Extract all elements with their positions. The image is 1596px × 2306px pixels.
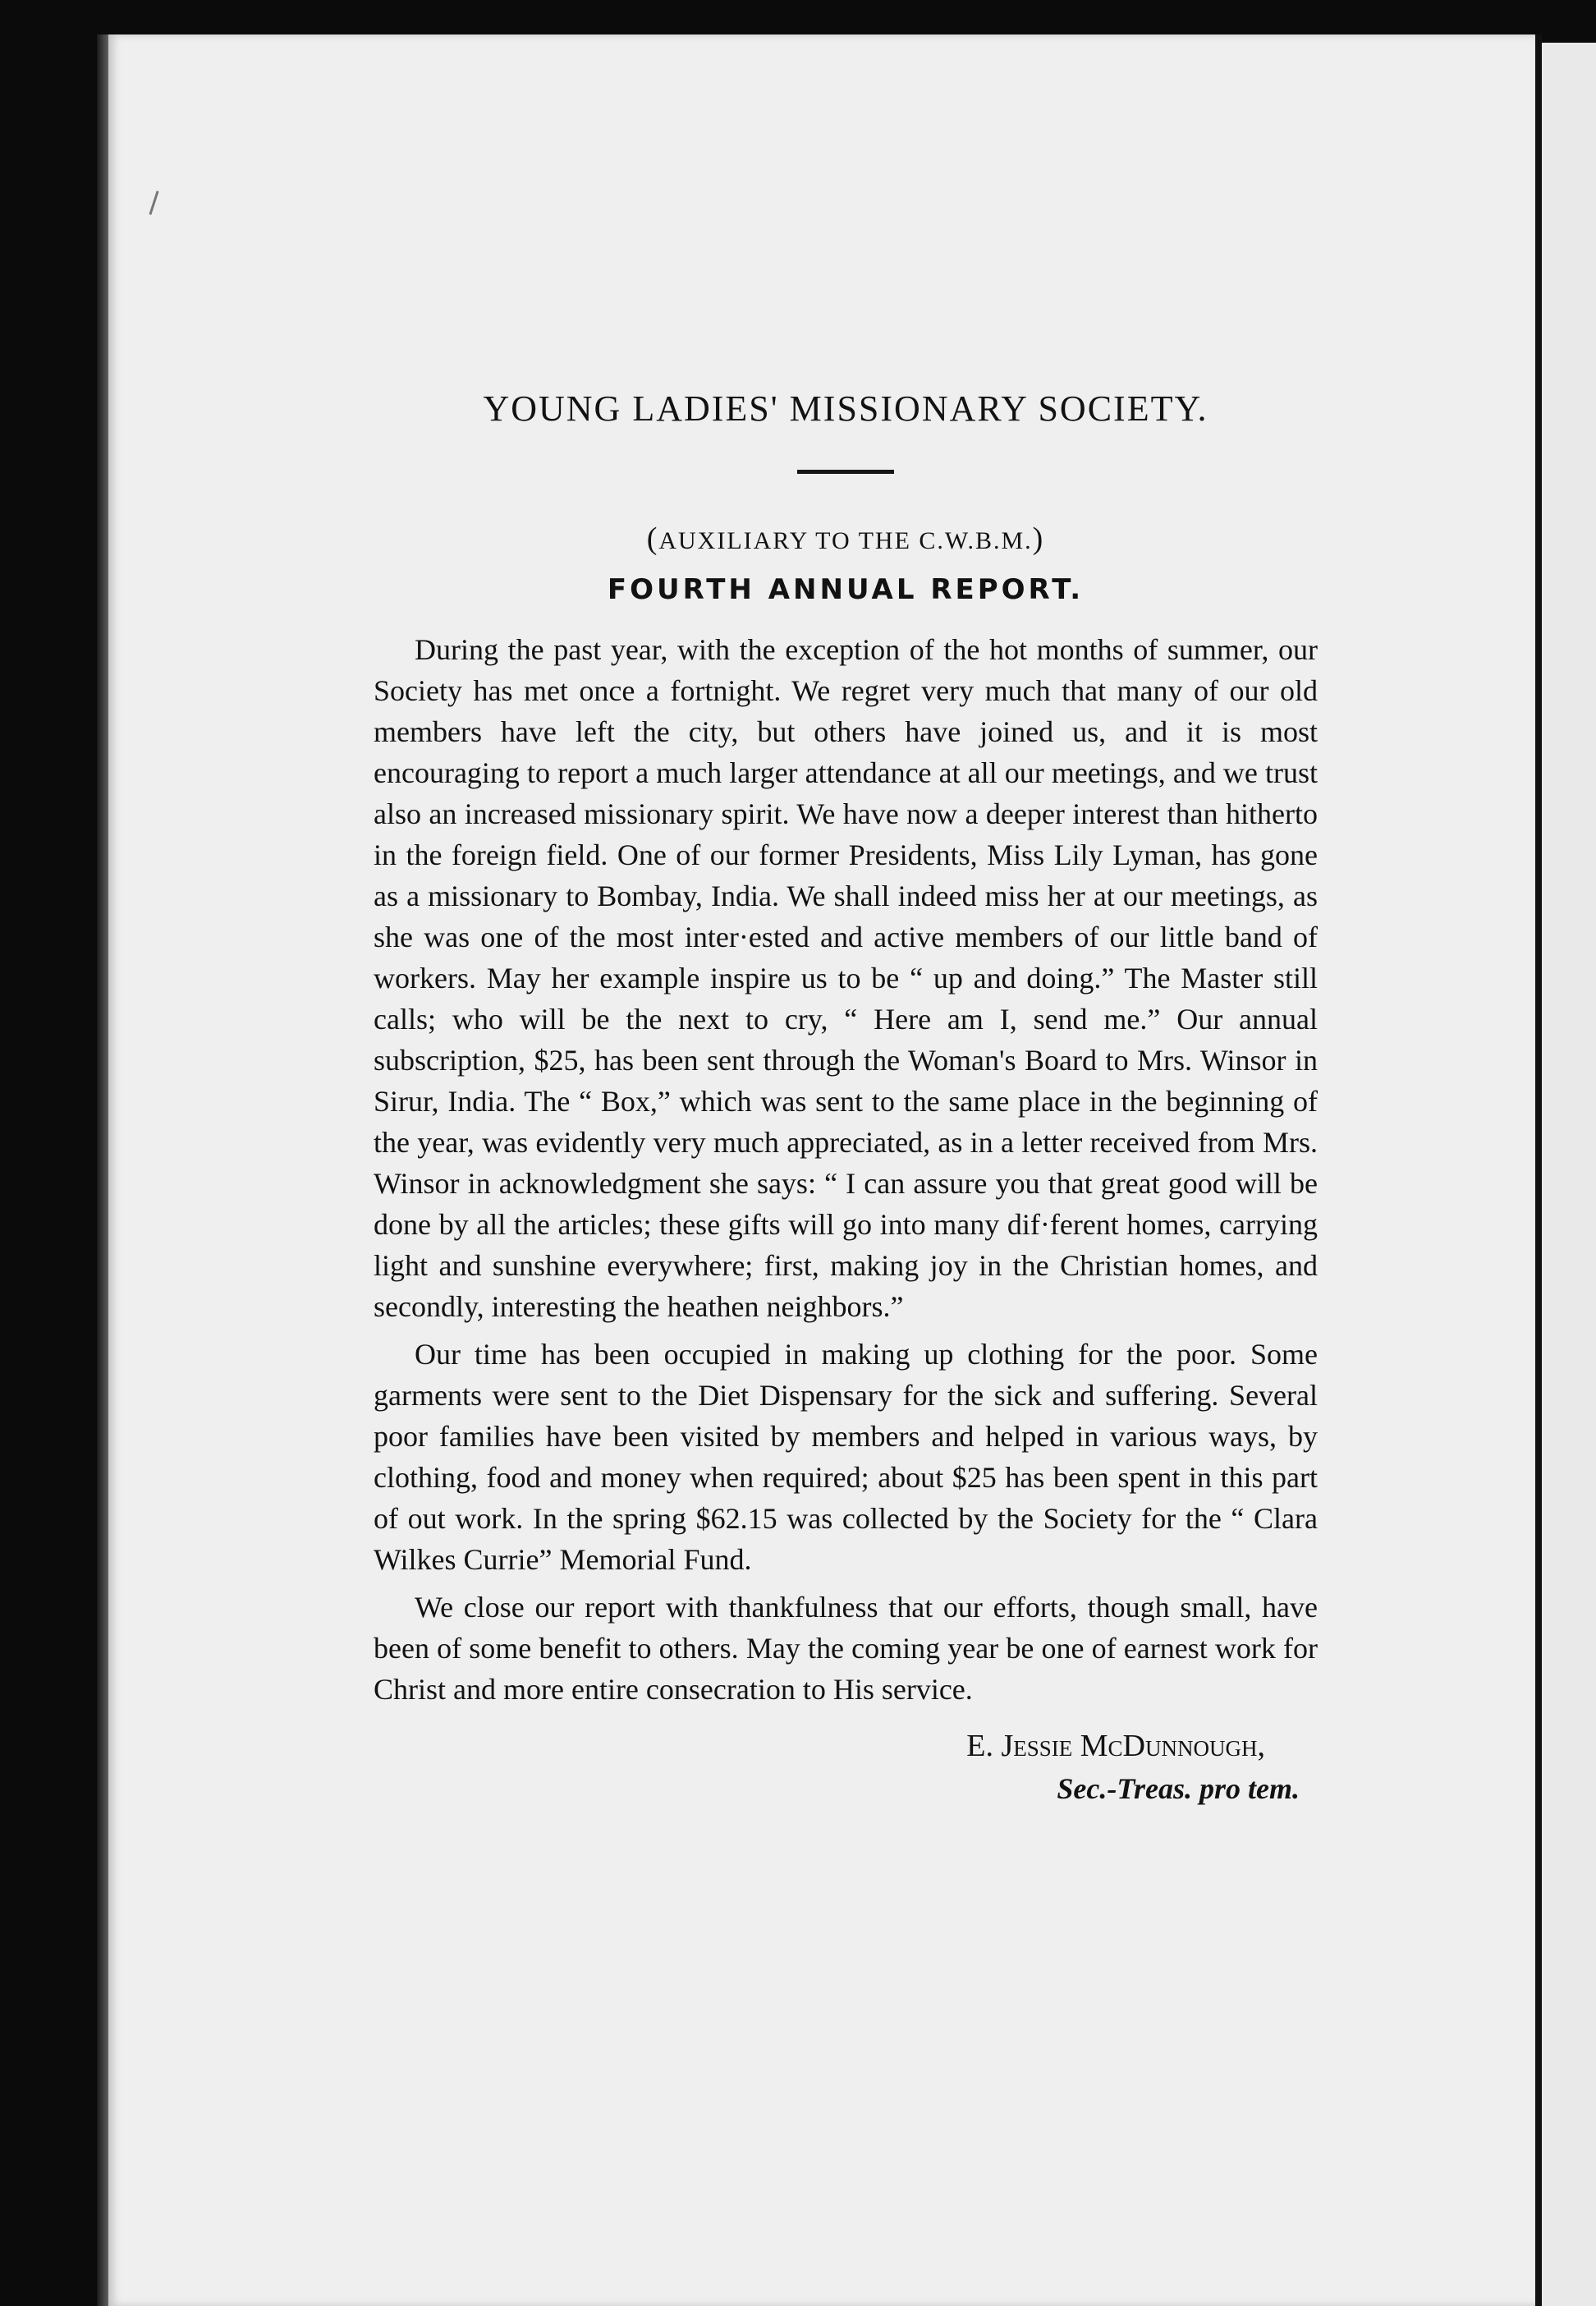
signature-block xyxy=(374,1725,1318,1810)
auxiliary-text: AUXILIARY TO THE C.W.B.M. xyxy=(658,527,1033,554)
title-divider xyxy=(797,470,894,474)
paragraph-3: We close our report with thankfulness that our efforts, though small, have been of some benefit to others. May the coming year be one of earnest work for Christ and more entire consecration to His service. xyxy=(374,1591,1318,1706)
paragraph-2: Our time has been occupied in making up clothing for the poor. Some garments were sent to the Diet Dispensary for the sick and suffering. Several poor families have been visited by members and helped in various ways, by clothing, food and money when required; about $25 has been spent in this part of out work. In the spring $62.15 was collected by the Society for the “ Clara Wilkes Currie” Memorial Fund. xyxy=(374,1338,1318,1576)
auxiliary-subtitle xyxy=(374,520,1318,560)
document-content xyxy=(374,384,1318,1810)
paragraph-1: During the past year, with the exception of the hot months of summer, our Society has met once a fortnight. We regret very much that many of our old members have left the city, but others have joined us, and it is most encouraging to report a much larger attendance at all our meetings, and we trust also an increased missionary spirit. We have now a deeper interest than hitherto in the foreign field. One of our former Presidents, Miss Lily Lyman, has gone as a missionary to Bombay, India. We shall indeed miss her at our meetings, as she was one of the most inter·ested and active members of our little band of workers. May her example inspire us to be “ up and doing.” The Master still calls; who will be the next to cry, “ Here am I, send me.” Our annual subscription, $25, has been sent through the Woman's Board to Mrs. Winsor in Sirur, India. The “ Box,” which was sent to the same place in the beginning of the year, was evidently very much appreciated, as in a letter received from Mrs. Winsor in acknowledgment she says: “ I can assure you that great good will be done by all the articles; these gifts will go into many dif·ferent homes, carrying light and sunshine everywhere; first, making joy in the Christian homes, and secondly, interesting the heathen neighbors.” xyxy=(374,633,1318,1323)
page-gutter xyxy=(1535,34,1542,2306)
report-title: FOURTH ANNUAL REPORT. xyxy=(607,573,1085,606)
adjacent-page-edge xyxy=(1542,43,1596,2306)
signature-title: Sec.-Treas. pro tem. xyxy=(1057,1772,1300,1805)
auxiliary-open-paren: ( xyxy=(646,521,659,556)
signature-name: E. Jessie McDunnough, xyxy=(966,1729,1265,1763)
page-title: YOUNG LADIES' MISSIONARY SOCIETY. xyxy=(483,388,1208,429)
auxiliary-close-paren: ) xyxy=(1032,521,1045,556)
